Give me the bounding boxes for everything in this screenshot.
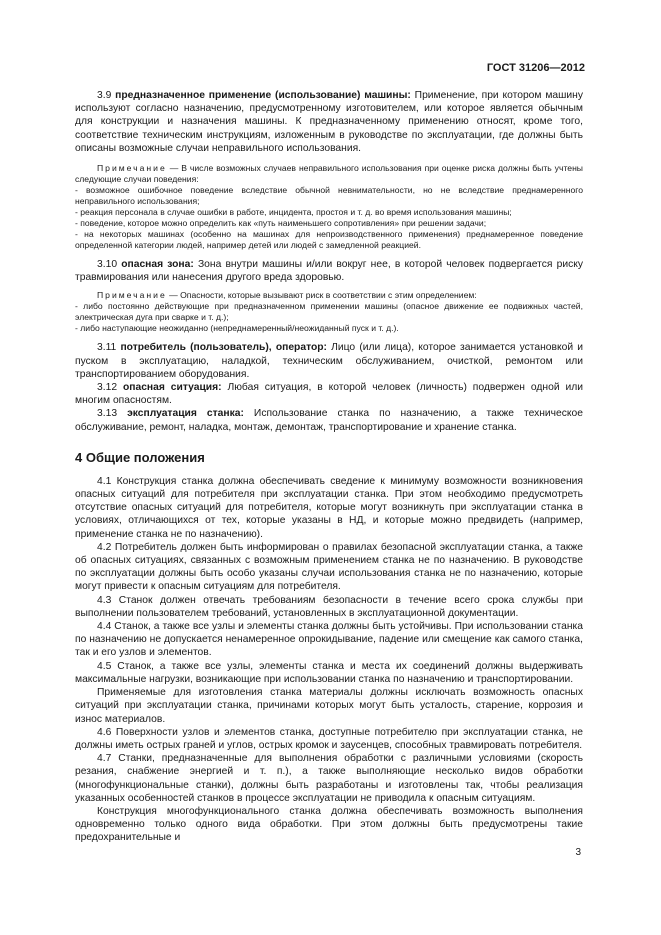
clause-number: 3.10 [97,259,122,271]
definition: Применение, при котором машину используют согласно назначению, предусмотренному изготовителем, или которое является обычным для конструкции и назначения машины. К предназначенному применению относят, кроме того, соответствие техническим инструкциям, изложенным в руководстве по эксплуатации, где должны быть описаны возможные случаи неправильного использования. [75,90,583,154]
note-text: — Опасности, которые вызывают риск в соответствии с этим определением: [166,290,477,301]
clause-3-12 [75,381,583,407]
definition: Использование станка по назначению, а также техническое обслуживание, ремонт, наладка, монтаж, демонтаж, транспортирование и хранение станка. [75,408,583,433]
clause-4-5: 4.5 Станок, а также все узлы, элементы станка и места их соединений должны выдерживать максимальные нагрузки, возникающие при использовании станка по назначению и транспортировании. [75,660,583,685]
term: опасная ситуация: [122,382,222,394]
clause-3-10 [75,258,583,284]
section-4-heading: 4 Общие положения [75,449,205,465]
document-code: ГОСТ 31206—2012 [486,62,585,74]
note-item: - реакция персонала в случае ошибки в работе, инцидента, простоя и т. д. во время использования машины; [75,207,512,218]
clause-4-3: 4.3 Станок должен отвечать требованиям безопасности в течение всего срока службы при выполнении пользователем требований, установленных в эксплуатационной документации. [75,594,583,619]
clause-4-7: 4.7 Станки, предназначенные для выполнения обработки с различными условиями (скорость резания, снабжение энергией и т. п.), а также выполняющие несколько видов обработки (многофункциональные станки), должны быть разработаны и изготовлены так, чтобы реализация указанных особенностей станков в процессе эксплуатации не приводила к опасным ситуациям. [75,753,583,804]
clause-number: 3.9 [97,90,116,101]
note-item: - поведение, которое можно определить как «путь наименьшего сопротивления» при решении задачи; [75,218,487,229]
definition: Зона внутри машины и/или вокруг нее, в которой человек подвергается риску травмирования или нанесения другого вреда здоровью. [75,259,583,284]
note-item: - на некоторых машинах (особенно на машинах для непроизводственного применения) преднамеренное поведение определенной категории людей, например детей или людей с замедленной реакцией. [75,229,583,251]
note-label: Примечание [97,290,167,301]
note-item: - либо наступающие неожиданно (непреднамеренный/неожиданный пуск и т. д.). [75,323,399,334]
note-label: Примечание [97,163,167,174]
note-text: — В числе возможных случаев неправильного использования при оценке риска должны быть учтены следующие случаи поведения: [75,163,583,185]
clause-3-11 [75,341,583,381]
definition: Лицо (или лица), которое занимается установкой и пуском в эксплуатацию, наладкой, техническим обслуживанием, очисткой, ремонтом или транспортированием оборудования. [75,342,583,380]
clause-number: 3.11 [97,342,121,354]
clause-4-2: 4.2 Потребитель должен быть информирован о правилах безопасной эксплуатации станка, а также об опасных ситуациях, связанных с возможным применением станка не по назначению. В руководстве по эксплуатации должны быть особо указаны случаи использования станка не по назначению, которые могут привести к опасным ситуациям для потребителя. [75,541,583,593]
definition: Любая ситуация, в которой человек (личность) подвержен одной или многим опасностям. [75,382,583,407]
note-3-10 [75,290,583,301]
clause-number: 3.13 [97,408,128,420]
term: предназначенное применение (использование) машины: [115,90,411,101]
note-item: - возможное ошибочное поведение вследствие обычной невнимательности, но не вследствие преднамеренного неправильного использования; [75,185,583,207]
clause-4-6: 4.6 Поверхности узлов и элементов станка, доступные потребителю при эксплуатации станка, не должны иметь острых граней и углов, острых кромок и заусенцев, способных травмировать потребителя. [75,726,583,751]
clause-4-7-multifunctional: Конструкция многофункционального станка должна обеспечивать возможность выполнения одновременно только одного вида обработки. При этом должны быть предусмотрены такие предохранительные и [75,805,583,844]
clause-4-5-materials: Применяемые для изготовления станка материалы должны исключать возможность опасных ситуаций при эксплуатации станка, причинами которых могут быть усталость, старение, коррозия и износ материалов. [75,687,583,725]
note-item: - либо постоянно действующие при предназначенном применении машины (опасное движение ее подвижных частей, электрическая дуга при сварке и т. д.); [75,301,583,323]
term: эксплуатация станка: [127,408,244,420]
document-body [75,89,583,845]
clause-number: 3.12 [97,382,123,394]
clause-4-1: 4.1 Конструкция станка должна обеспечивать сведение к минимуму возможности возникновения опасных ситуаций для потребителя при эксплуатации станка. При этом необходимо предусмотреть отсутствие опасных ситуаций для потребителя, которые могут возникнуть при эксплуатации станка в условиях, отличающихся от тех, которые указаны в НД, и которые можно предвидеть (например, применение станка не по назначению). [75,475,583,540]
page-number: 3 [575,847,581,858]
term: потребитель (пользователь), оператор: [120,342,327,354]
term: опасная зона: [121,259,194,271]
clause-3-9 [75,89,583,155]
clause-4-4: 4.4 Станок, а также все узлы и элементы станка должны быть устойчивы. При использовании станка по назначению не допускается ненамеренное опрокидывание, падение или смещение как самого станка, так и его узлов и элементов. [75,621,583,659]
note-3-9 [75,163,583,185]
clause-3-13 [75,407,583,433]
